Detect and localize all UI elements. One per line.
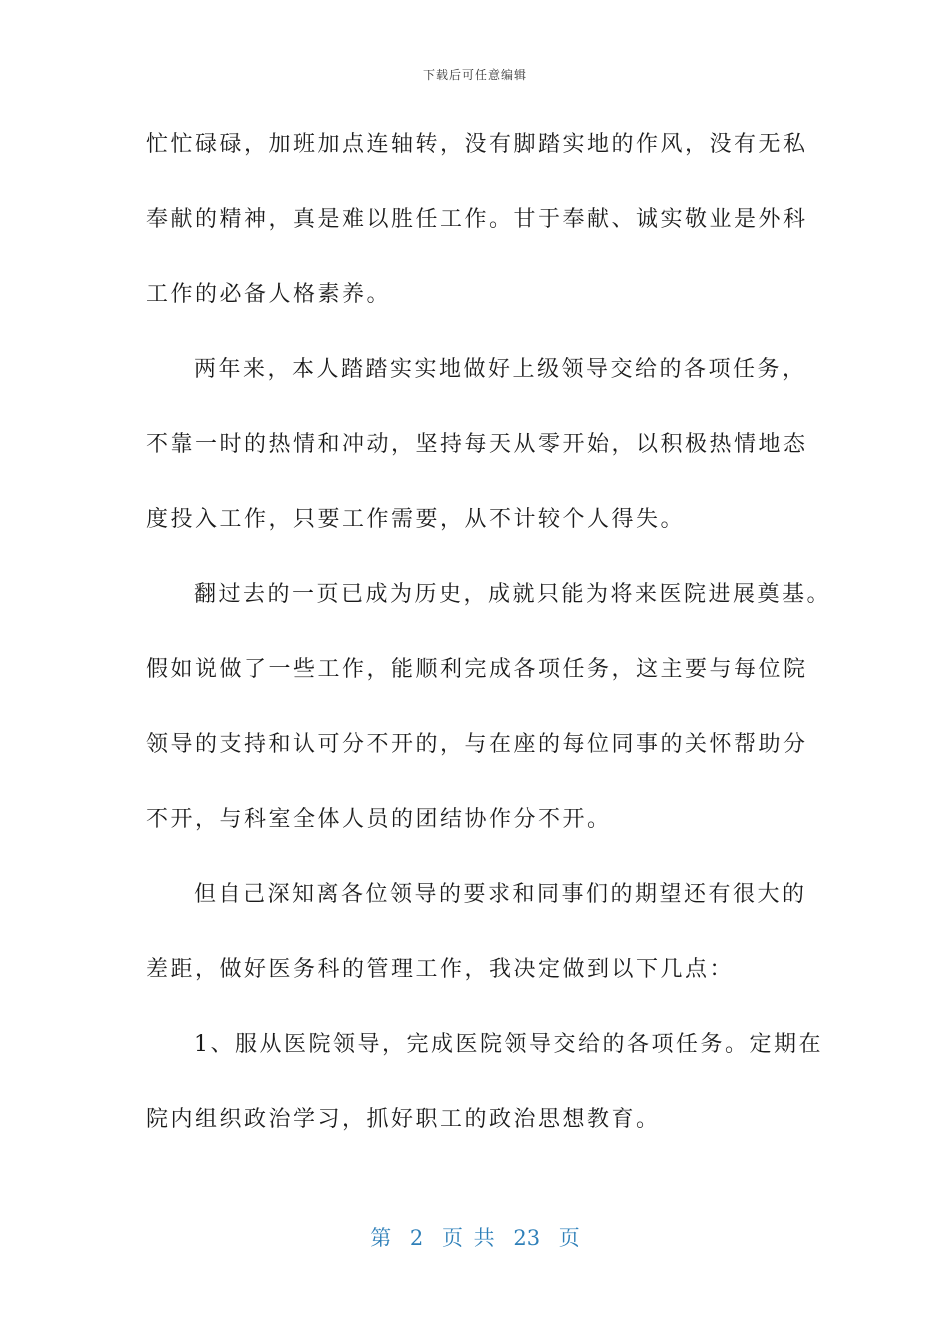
footer-suffix: 页 bbox=[558, 1226, 580, 1250]
paragraph-line: 工作的必备人格素养。 bbox=[146, 282, 392, 307]
paragraph-line: 不靠一时的热情和冲动，坚持每天从零开始，以积极热情地态 bbox=[146, 432, 808, 457]
paragraph-line: 翻过去的一页已成为历史，成就只能为将来医院进展奠基。 bbox=[194, 582, 832, 607]
paragraph-line: 两年来，本人踏踏实实地做好上级领导交给的各项任务， bbox=[194, 357, 807, 382]
page-footer bbox=[0, 1222, 950, 1252]
paragraph-line: 院内组织政治学习，抓好职工的政治思想教育。 bbox=[146, 1107, 661, 1132]
paragraph-line: 但自己深知离各位领导的要求和同事们的期望还有很大的 bbox=[194, 882, 807, 907]
paragraph-line: 不开，与科室全体人员的团结协作分不开。 bbox=[146, 807, 612, 832]
current-page-number: 2 bbox=[409, 1226, 424, 1250]
total-page-count: 23 bbox=[513, 1226, 541, 1250]
paragraph-line: 奉献的精神，真是难以胜任工作。甘于奉献、诚实敬业是外科 bbox=[146, 207, 808, 232]
page-header: 下载后可任意编辑 bbox=[422, 68, 527, 82]
document-body bbox=[146, 112, 832, 1162]
paragraph-line: 差距，做好医务科的管理工作，我决定做到以下几点： bbox=[146, 957, 735, 982]
paragraph-line: 1、服从医院领导，完成医院领导交给的各项任务。定期在 bbox=[194, 1032, 823, 1057]
footer-middle: 页 共 bbox=[441, 1226, 495, 1250]
paragraph-line: 假如说做了一些工作，能顺利完成各项任务，这主要与每位院 bbox=[146, 657, 808, 682]
paragraph-line: 领导的支持和认可分不开的，与在座的每位同事的关怀帮助分 bbox=[146, 732, 808, 757]
paragraph-line: 忙忙碌碌，加班加点连轴转，没有脚踏实地的作风，没有无私 bbox=[146, 132, 808, 157]
footer-prefix: 第 bbox=[370, 1226, 392, 1250]
paragraph-line: 度投入工作，只要工作需要，从不计较个人得失。 bbox=[146, 507, 686, 532]
